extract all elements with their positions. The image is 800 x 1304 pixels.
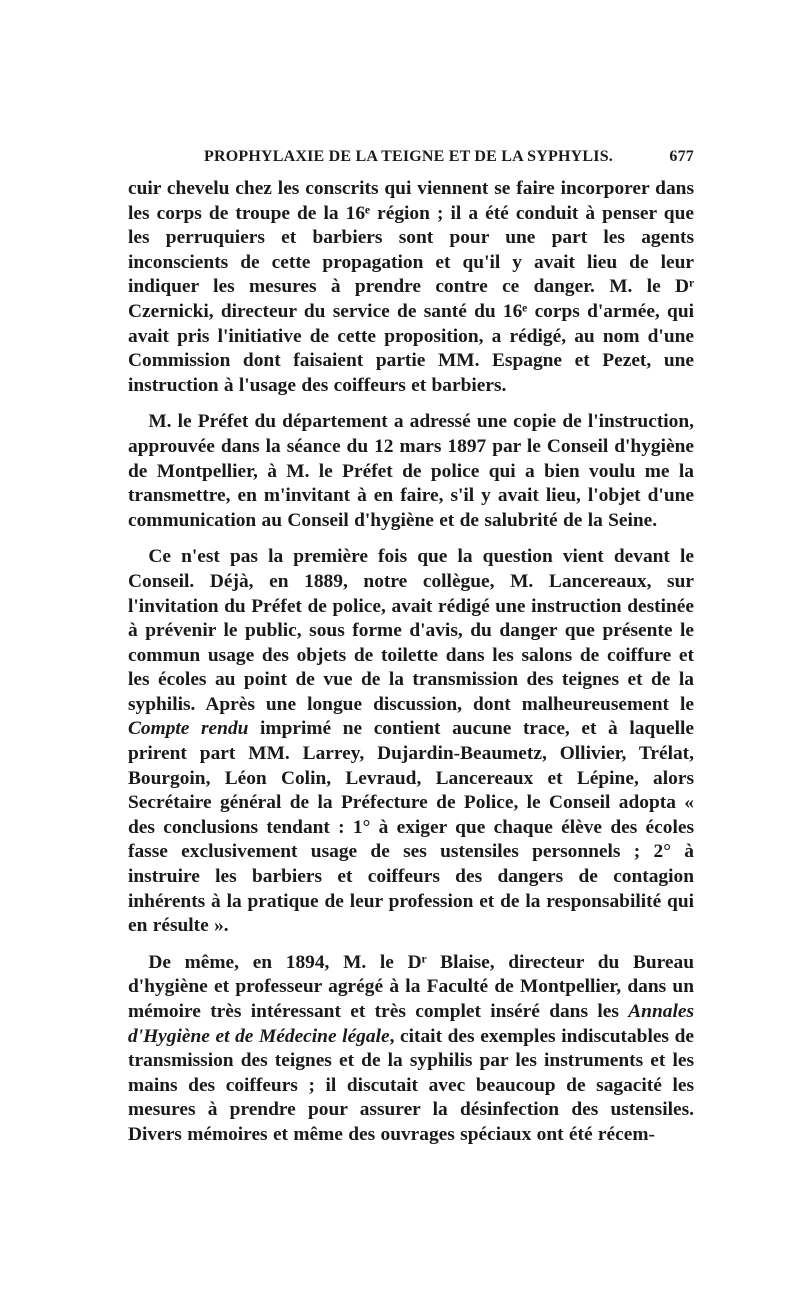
book-page — [128, 148, 694, 1148]
paragraph-1: cuir chevelu chez les conscrits qui viennent se faire incorporer dans les corps de troupe de la 16ᵉ région ; il a été conduit à penser que les perruquiers et barbiers sont pour une part les agents inconscients de cette propagation et qu'il y avait lieu de leur indiquer les mesures à prendre contre ce danger. M. le Dʳ Czernicki, directeur du service de santé du 16ᵉ corps d'armée, qui avait pris l'initiative de cette proposition, a rédigé, au nom d'une Commission dont faisaient partie MM. Espagne et Pezet, une instruction à l'usage des coiffeurs et barbiers. — [128, 178, 694, 396]
paragraph-3-text-b: imprimé ne contient aucune trace, et à laquelle prirent part MM. Larrey, Dujardin-Beaumetz, Ollivier, Trélat, Bourgoin, Léon Colin, Levraud, Lancereaux et Lépine, alors Secrétaire général de la Préfecture de Police, le Conseil adopta « des conclusions tendant : 1° à exiger que chaque élève des écoles fasse exclusivement usage de ses ustensiles personnels ; 2° à instruire les barbiers et coiffeurs des dangers de contagion inhérents à la pratique de leur profession et de la responsabilité qui en résulte ». — [128, 718, 694, 937]
running-head — [128, 148, 694, 174]
compte-rendu-title: Compte rendu — [128, 718, 249, 740]
paragraph-4-text-a: De même, en 1894, M. le Dʳ Blaise, directeur du Bureau d'hygiène et professeur agrégé à la Faculté de Montpellier, dans un mémoire très intéressant et très complet inséré dans les — [128, 951, 694, 1022]
body-text — [128, 177, 694, 1148]
paragraph-2: M. le Préfet du département a adressé une copie de l'instruction, approuvée dans la séance du 12 mars 1897 par le Conseil d'hygiène de Montpellier, à M. le Préfet de police qui a bien voulu me la transmettre, en m'invitant à en faire, s'il y avait lieu, l'objet d'une communication au Conseil d'hygiène et de salubrité de la Seine. — [128, 411, 694, 531]
paragraph-3 — [128, 545, 694, 939]
paragraph-3-text-a: Ce n'est pas la première fois que la question vient devant le Conseil. Déjà, en 1889, notre collègue, M. Lancereaux, sur l'invitation du Préfet de police, avait rédigé une instruction destinée à prévenir le public, sous forme d'avis, du danger que présente le commun usage des objets de toilette dans les salons de coiffure et les écoles au point de vue de la transmission des teignes et de la syphilis. Après une longue discussion, dont malheureusement le — [128, 546, 694, 715]
paragraph-4-text-b: , citait des exemples indiscutables de transmission des teignes et de la syphilis par les instruments et les mains des coiffeurs ; il discutait avec beaucoup de sagacité les mesures à prendre pour assurer la désinfection des ustensiles. Divers mémoires et même des ouvrages spéciaux ont été récem- — [128, 1025, 694, 1145]
running-title: PROPHYLAXIE DE LA TEIGNE ET DE LA SYPHYLIS. — [204, 148, 613, 165]
annales-title: Annales d'Hygiène et de Médecine légale — [128, 1001, 694, 1047]
page-number: 677 — [669, 148, 694, 165]
paragraph-4 — [128, 951, 694, 1148]
